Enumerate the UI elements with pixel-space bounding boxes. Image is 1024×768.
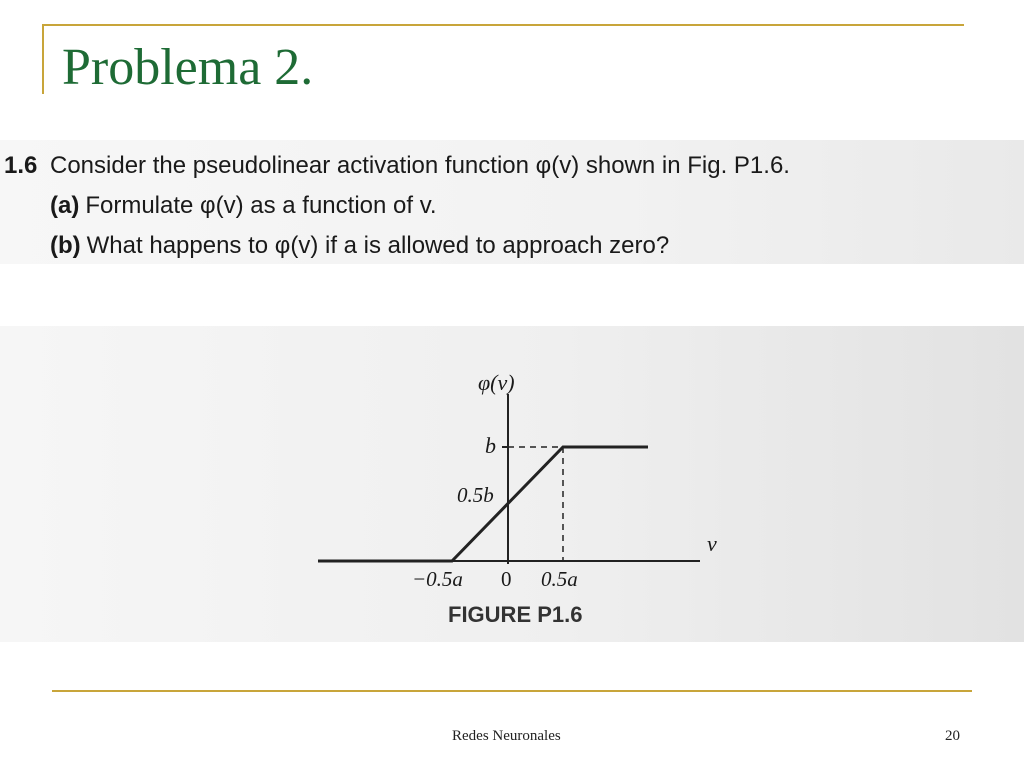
activation-function-figure — [0, 326, 1024, 642]
page-number: 20 — [945, 728, 960, 744]
x-tick-label-neg: −0.5a — [412, 567, 463, 591]
y-axis-label: φ(v) — [478, 370, 515, 395]
problem-line — [4, 148, 1014, 188]
slide-title: Problema 2. — [62, 39, 314, 96]
footer-course-name: Redes Neuronales — [452, 728, 561, 744]
header-rule — [42, 24, 964, 26]
problem-number: 1.6 — [4, 152, 38, 179]
problem-statement: Consider the pseudolinear activation function φ(v) shown in Fig. P1.6. — [50, 152, 790, 179]
part-a-label: (a) — [50, 192, 80, 219]
part-b-text: What happens to φ(v) if a is allowed to approach zero? — [86, 232, 670, 259]
y-tick-label-half-b: 0.5b — [457, 483, 494, 507]
problem-statement-block — [4, 148, 1014, 268]
x-tick-label-zero: 0 — [501, 567, 512, 591]
problem-part-a — [4, 188, 1014, 228]
part-b-label: (b) — [50, 232, 81, 259]
part-a-text: Formulate φ(v) as a function of v. — [85, 192, 437, 219]
figure-caption: FIGURE P1.6 — [448, 602, 583, 627]
problem-part-b — [4, 228, 1014, 268]
x-tick-label-pos: 0.5a — [541, 567, 578, 591]
x-axis-label: v — [707, 531, 717, 556]
y-tick-label-b: b — [485, 433, 496, 458]
footer-rule — [52, 690, 972, 692]
header-side-rule — [42, 24, 44, 94]
